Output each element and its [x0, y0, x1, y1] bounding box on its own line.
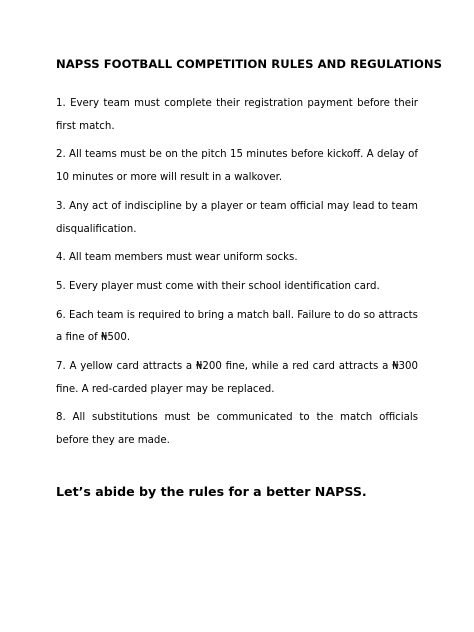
rule-item: 2. All teams must be on the pitch 15 minutes before kickoff. A delay of 10 minutes or more will result in a walkover. — [56, 149, 418, 184]
rule-item: 7. A yellow card attracts a ₦200 fine, while a red card attracts a ₦300 fine. A red-carded player may be replaced. — [56, 361, 418, 395]
rule-item: 1. Every team must complete their registration payment before their first match. — [56, 98, 418, 132]
rule-item: 5. Every player must come with their school identification card. — [56, 280, 380, 292]
rule-item: 4. All team members must wear uniform socks. — [56, 252, 298, 264]
rule-item: 3. Any act of indiscipline by a player or team official may lead to team disqualification. — [56, 200, 418, 235]
rule-item: 6. Each team is required to bring a match ball. Failure to do so attracts a fine of ₦500. — [56, 309, 418, 344]
rule-item: 8. All substitutions must be communicated to the match officials before they are made. — [56, 412, 418, 447]
closing-statement: Let’s abide by the rules for a better NAPSS. — [56, 483, 367, 499]
document-title: NAPSS FOOTBALL COMPETITION RULES AND REGULATIONS — [56, 57, 443, 71]
rules-list — [56, 93, 418, 453]
